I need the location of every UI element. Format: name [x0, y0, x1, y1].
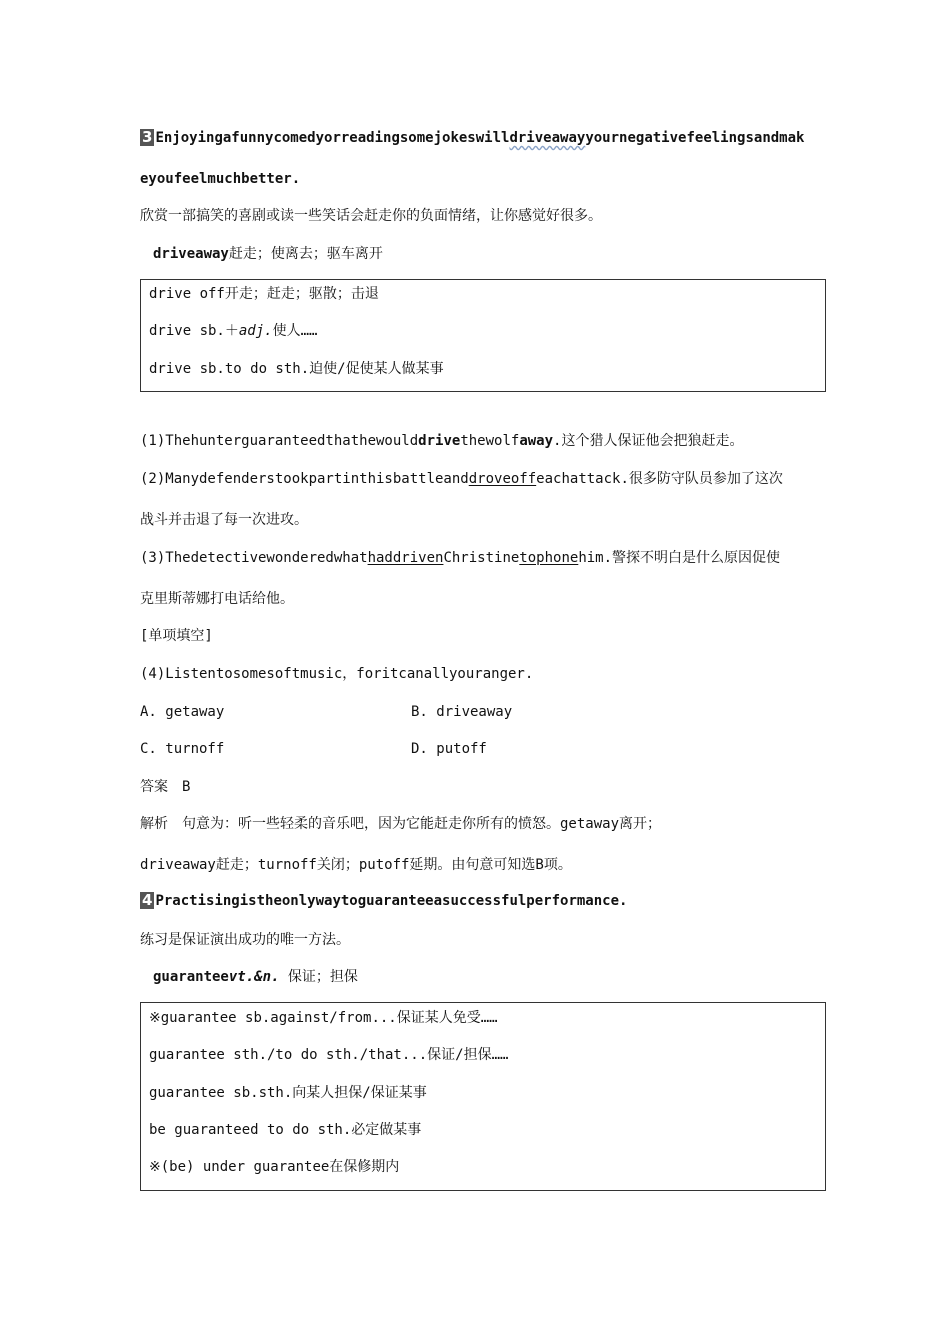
- option-d: D. putoff: [411, 741, 487, 757]
- answer: 答案 B: [140, 779, 191, 795]
- section-heading: [单项填空]: [140, 628, 213, 644]
- usage-row: be guaranteed to do sth.必定做某事: [149, 1122, 422, 1138]
- analysis-line2: driveaway赶走；turnoff关闭；putoff延期。由句意可知选B项。: [140, 857, 572, 873]
- item3-usage-box: [140, 279, 826, 392]
- example-3-line2: 克里斯蒂娜打电话给他。: [140, 591, 294, 607]
- item3-sentence-line1: 3 Enjoyingafunnycomedyorreadingsomejokeswilldriveawayyournegativefeelingsandmak: [142, 128, 805, 146]
- question-4: (4)Listentosomesoftmusic，foritcanallyouranger.: [140, 666, 534, 682]
- usage-row: drive sb.＋adj.使人……: [149, 323, 318, 339]
- usage-row: ※(be) under guarantee在保修期内: [149, 1159, 400, 1175]
- item4-usage-box: [140, 1002, 826, 1191]
- item-number-badge: 3: [142, 128, 153, 146]
- example-1: (1)Thehunterguaranteedthathewoulddrivethewolfaway.这个猎人保证他会把狼赶走。: [140, 433, 744, 449]
- usage-row: ※guarantee sb.against/from...保证某人免受……: [149, 1010, 498, 1026]
- item4-sentence: 4 Practisingistheonlywaytoguaranteeasuccessfulperformance.: [142, 891, 628, 909]
- example-2: (2)Manydefenderstookpartinthisbattleanddroveoffeachattack.很多防守队员参加了这次: [140, 471, 783, 487]
- item3-sentence-line2: eyoufeelmuchbetter.: [140, 171, 301, 187]
- usage-row: guarantee sb.sth.向某人担保/保证某事: [149, 1085, 427, 1101]
- option-b: B. driveaway: [411, 704, 513, 720]
- analysis-line1: 解析 句意为：听一些轻柔的音乐吧，因为它能赶走你所有的愤怒。getaway离开；: [140, 816, 661, 832]
- example-2-line2: 战斗并击退了每一次进攻。: [140, 512, 308, 528]
- item4-key-word: guaranteevt.&n. 保证；担保: [153, 969, 358, 985]
- item4-translation: 练习是保证演出成功的唯一方法。: [140, 932, 350, 948]
- usage-row: guarantee sth./to do sth./that...保证/担保……: [149, 1047, 509, 1063]
- option-c: C. turnoff: [140, 741, 225, 757]
- item3-key-phrase: driveaway赶走；使离去；驱车离开: [153, 246, 383, 262]
- example-3: (3)ThedetectivewonderedwhathaddrivenChristinetophonehim.警探不明白是什么原因促使: [140, 550, 781, 566]
- option-a: A. getaway: [140, 704, 225, 720]
- key-phrase-highlight: driveaway: [509, 130, 586, 146]
- usage-row: drive off开走；赶走；驱散；击退: [149, 286, 379, 302]
- item-number-badge: 4: [142, 891, 153, 909]
- item3-translation: 欣赏一部搞笑的喜剧或读一些笑话会赶走你的负面情绪，让你感觉好很多。: [140, 208, 602, 224]
- usage-row: drive sb.to do sth.迫使/促使某人做某事: [149, 361, 444, 377]
